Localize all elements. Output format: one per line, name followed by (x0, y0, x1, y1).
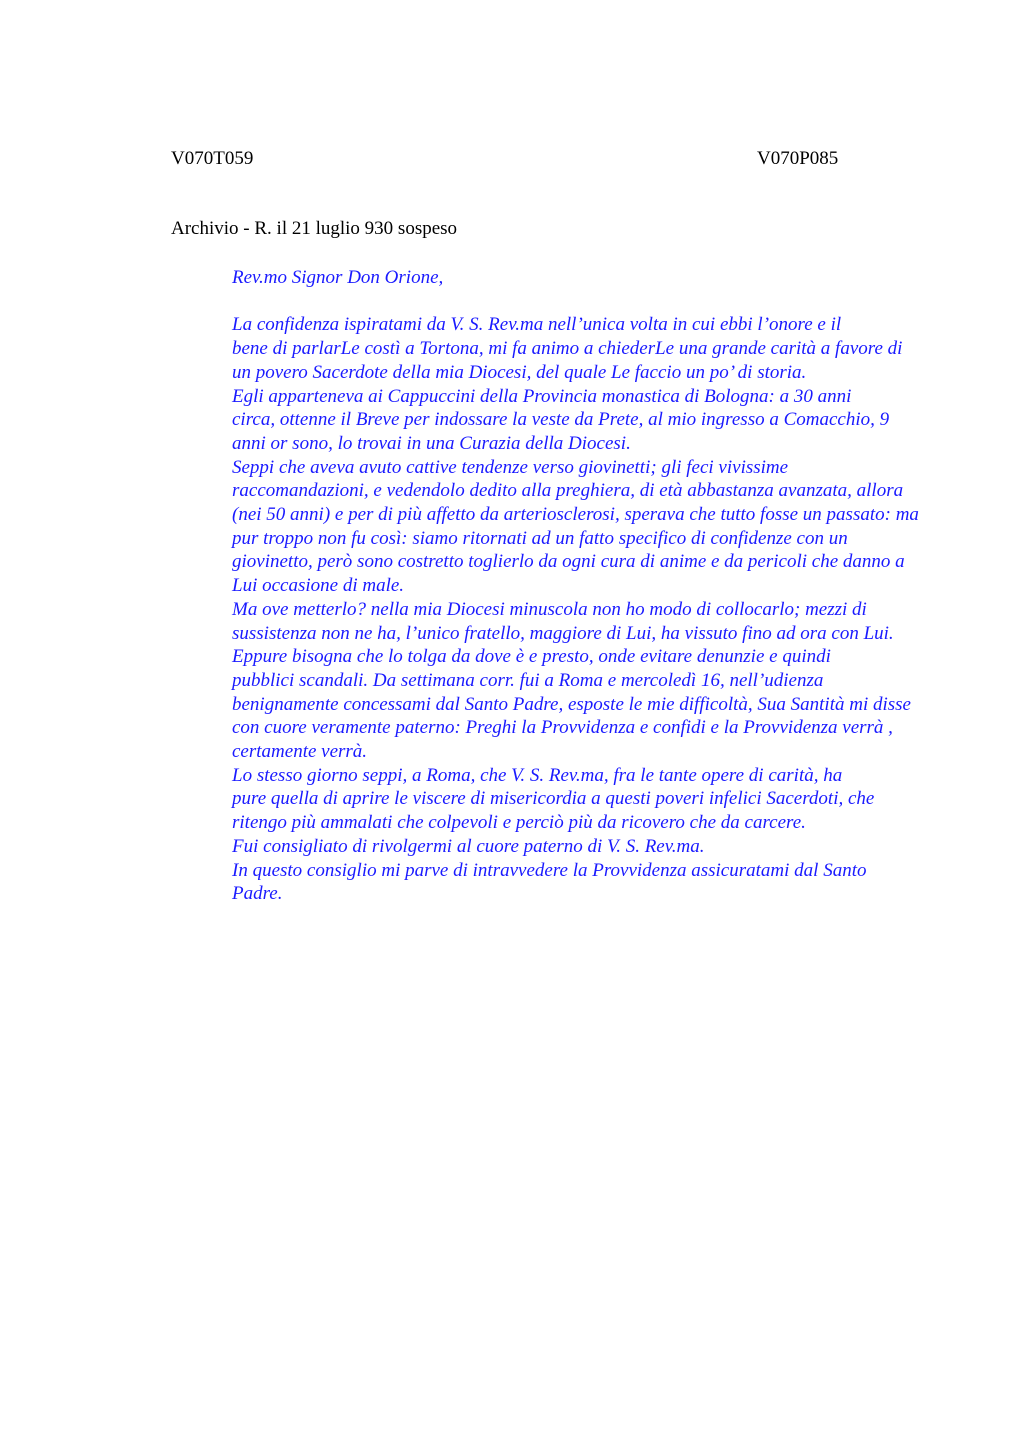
text-line: con cuore veramente paterno: Preghi la Provvidenza e confidi e la Provvidenza verrà , (232, 717, 893, 739)
text-line: anni or sono, lo trovai in una Curazia della Diocesi. (232, 432, 631, 454)
text-line: Lui occasione di male. (232, 575, 405, 597)
letter-paragraph (171, 645, 929, 764)
text-line: benignamente concessami dal Santo Padre, esposte le mie difficoltà, Sua Santità mi disse (232, 693, 911, 715)
letter-paragraph (171, 859, 929, 906)
text-line: pubblici scandali. Da settimana corr. fui a Roma e mercoledì 16, nell’udienza (232, 669, 824, 691)
text-line: raccomandazioni, e vedendolo dedito alla preghiera, di età abbastanza avanzata, allora (232, 480, 904, 502)
letter-paragraph (171, 835, 929, 859)
text-line: pure quella di aprire le viscere di misericordia a questi poveri infelici Sacerdoti, che (232, 788, 875, 810)
text-line: Padre. (232, 883, 283, 905)
text-line: Egli apparteneva ai Cappuccini della Provincia monastica di Bologna: a 30 anni (232, 385, 852, 407)
text-line: Ma ove metterlo? nella mia Diocesi minuscola non ho modo di collocarlo; mezzi di (232, 598, 867, 620)
text-line: sussistenza non ne ha, l’unico fratello, maggiore di Lui, ha vissuto fino ad ora con Lui. (232, 622, 894, 644)
letter-paragraph (171, 456, 929, 598)
letter-salutation: Rev.mo Signor Don Orione, (232, 267, 444, 288)
archive-note: Archivio - R. il 21 luglio 930 sospeso (171, 218, 458, 239)
text-line: ritengo più ammalati che colpevoli e perciò più da ricovero che da carcere. (232, 812, 806, 834)
letter-paragraph (171, 598, 929, 645)
text-line: bene di parlarLe costì a Tortona, mi fa animo a chiederLe una grande carità a favore di (232, 338, 903, 360)
letter-paragraph (171, 764, 929, 835)
text-line: Fui consigliato di rivolgermi al cuore paterno di V. S. Rev.ma. (232, 835, 705, 857)
text-line: un povero Sacerdote della mia Diocesi, del quale Le faccio un po’ di storia. (232, 361, 807, 383)
text-line: certamente verrà. (232, 741, 368, 763)
letter-paragraph (171, 313, 929, 384)
text-line: Seppi che aveva avuto cattive tendenze verso giovinetti; gli feci vivissime (232, 456, 789, 478)
letter-body (171, 266, 929, 906)
text-line: giovinetto, però sono costretto toglierlo da ogni cura di anime e da pericoli che danno a (232, 551, 905, 573)
document-code-right: V070P085 (757, 148, 839, 169)
document-code-left: V070T059 (171, 148, 254, 169)
text-line: La confidenza ispiratami da V. S. Rev.ma nell’unica volta in cui ebbi l’onore e il (232, 314, 842, 336)
text-line: (nei 50 anni) e per di più affetto da arteriosclerosi, sperava che tutto fosse un passato: ma (232, 504, 919, 526)
text-line: pur troppo non fu così: siamo ritornati ad un fatto specifico di confidenze con un (232, 527, 848, 549)
text-line: Lo stesso giorno seppi, a Roma, che V. S. Rev.ma, fra le tante opere di carità, ha (232, 764, 843, 786)
text-line: Eppure bisogna che lo tolga da dove è e presto, onde evitare denunzie e quindi (232, 646, 831, 668)
letter-paragraph (171, 385, 929, 456)
text-line: circa, ottenne il Breve per indossare la veste da Prete, al mio ingresso a Comacchio, 9 (232, 409, 890, 431)
text-line: In questo consiglio mi parve di intravvedere la Provvidenza assicuratami dal Santo (232, 859, 867, 881)
